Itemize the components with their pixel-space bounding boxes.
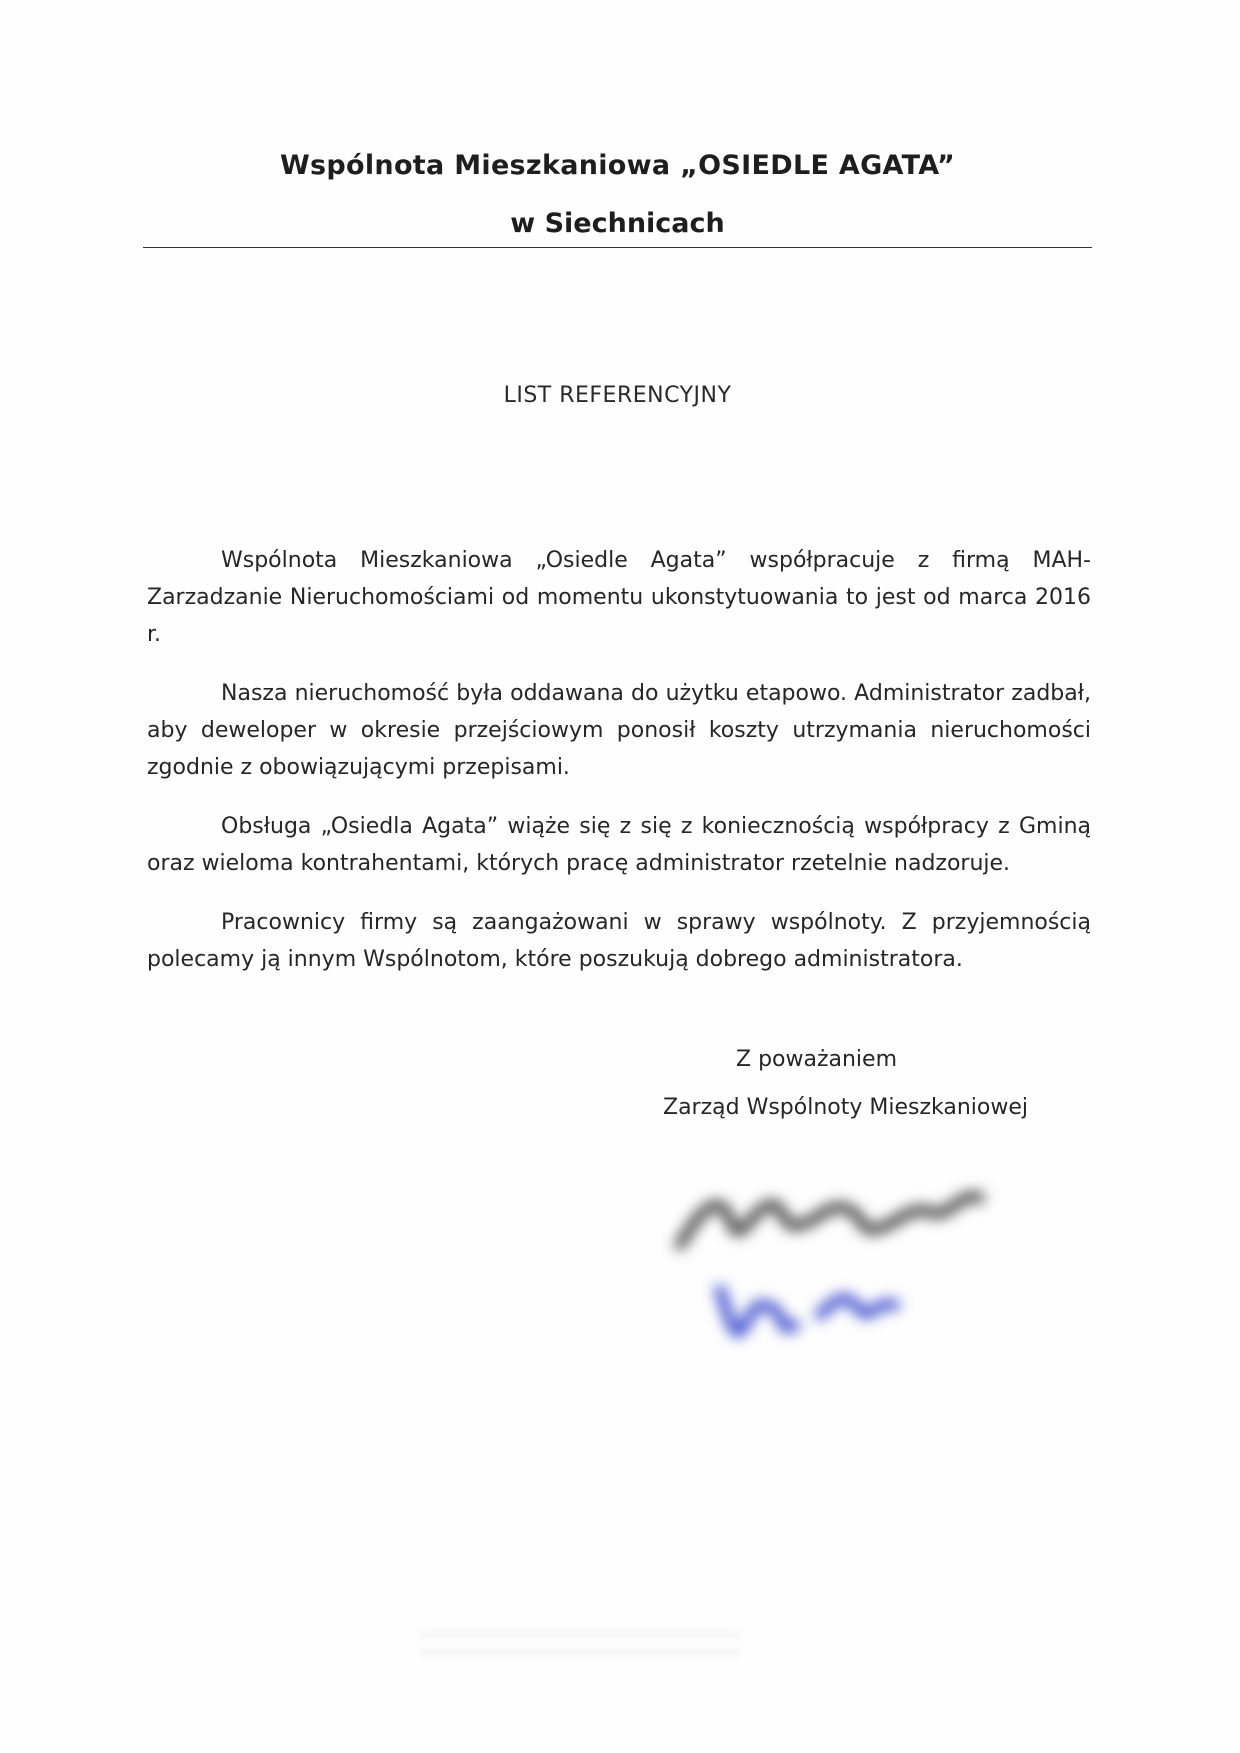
closing-signatory: Zarząd Wspólnoty Mieszkaniowej <box>663 1095 1029 1120</box>
closing-greeting: Z poważaniem <box>736 1047 898 1072</box>
closing-block <box>663 1040 1028 1128</box>
signature-scribble <box>660 1150 1040 1360</box>
body-paragraph: Wspólnota Mieszkaniowa „Osiedle Agata” współpracuje z firmą MAH- Zarzadzanie Nieruchomościami od momentu ukonstytuowania to jest od marca 2016 r. <box>147 548 1091 647</box>
letterhead-organization: Wspólnota Mieszkaniowa „OSIEDLE AGATA” <box>279 150 956 181</box>
body-paragraph: Nasza nieruchomość była oddawana do użytku etapowo. Administrator zadbał, aby deweloper w okresie przejściowym ponosił koszty utrzymania nieruchomości zgodnie z obowiązującymi przepisami. <box>147 681 1091 780</box>
faint-bleed-through <box>420 1620 740 1680</box>
letter-body <box>147 542 1091 1000</box>
letterhead <box>143 146 1092 244</box>
document-title: LIST REFERENCYJNY <box>503 383 732 408</box>
body-paragraph: Pracownicy firmy są zaangażowani w sprawy wspólnoty. Z przyjemnością polecamy ją innym Wspólnotom, które poszukują dobrego administratora. <box>147 910 1091 972</box>
body-paragraph: Obsługa „Osiedla Agata” wiąże się z się z koniecznością współpracy z Gminą oraz wieloma kontrahentami, których pracę administrator rzetelnie nadzoruje. <box>147 814 1091 876</box>
letterhead-location: w Siechnicach <box>510 208 725 239</box>
letterhead-divider <box>143 247 1092 248</box>
blurred-signature <box>660 1150 1040 1360</box>
